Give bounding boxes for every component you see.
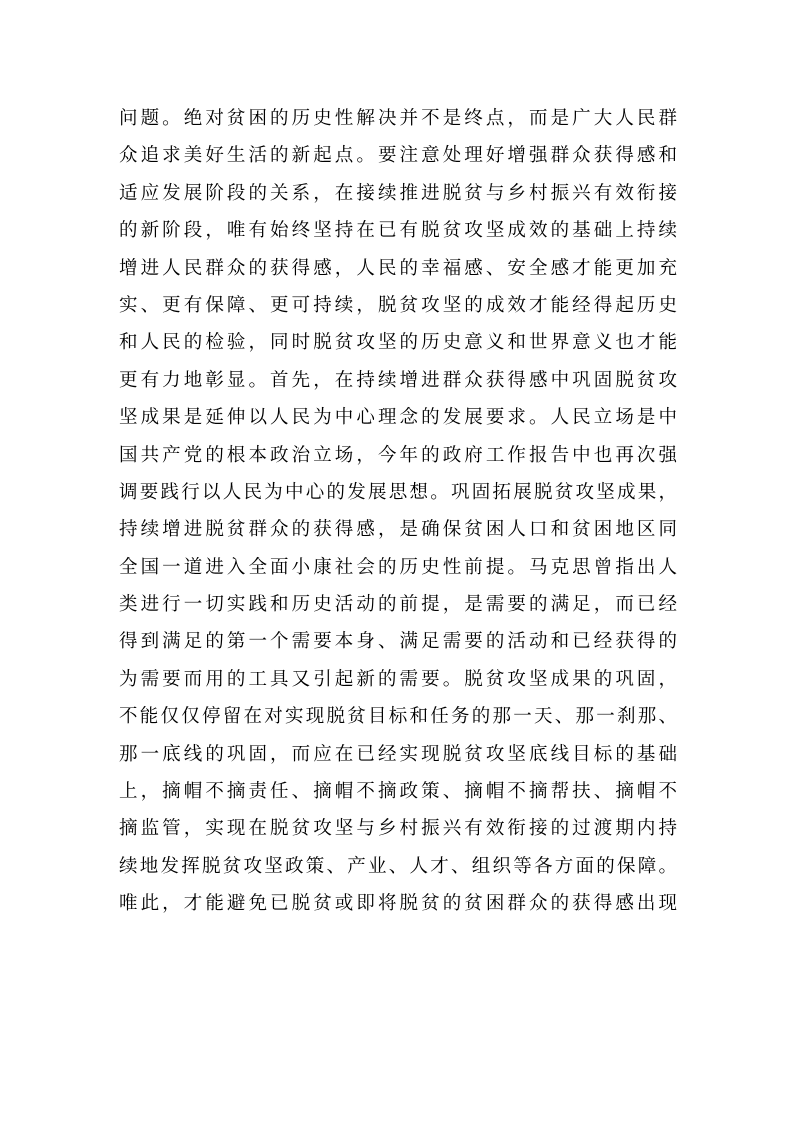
text-line: 增进人民群众的获得感，人民的幸福感、安全感才能更加充 <box>119 257 677 279</box>
text-line: 坚成果是延伸以人民为中心理念的发展要求。人民立场是中 <box>119 407 677 429</box>
text-line: 续地发挥脱贫攻坚政策、产业、人才、组织等各方面的保障。 <box>119 855 677 877</box>
text-line: 那一底线的巩固，而应在已经实现脱贫攻坚底线目标的基础 <box>119 743 677 765</box>
text-line: 众追求美好生活的新起点。要注意处理好增强群众获得感和 <box>119 145 677 167</box>
text-line: 国共产党的根本政治立场，今年的政府工作报告中也再次强 <box>119 444 677 466</box>
text-line: 调要践行以人民为中心的发展思想。巩固拓展脱贫攻坚成果， <box>119 481 677 503</box>
text-line: 的新阶段，唯有始终坚持在已有脱贫攻坚成效的基础上持续 <box>119 220 677 242</box>
text-line: 为需要而用的工具又引起新的需要。脱贫攻坚成果的巩固， <box>119 668 677 690</box>
text-line: 摘监管，实现在脱贫攻坚与乡村振兴有效衔接的过渡期内持 <box>119 818 677 840</box>
text-line: 适应发展阶段的关系，在接续推进脱贫与乡村振兴有效衔接 <box>119 182 677 204</box>
text-line: 和人民的检验，同时脱贫攻坚的历史意义和世界意义也才能 <box>119 332 677 354</box>
text-line: 问题。绝对贫困的历史性解决并不是终点，而是广大人民群 <box>119 108 677 129</box>
text-line: 全国一道进入全面小康社会的历史性前提。马克思曾指出人 <box>119 556 677 578</box>
text-line: 持续增进脱贫群众的获得感，是确保贫困人口和贫困地区同 <box>119 519 677 541</box>
text-line: 更有力地彰显。首先，在持续增进群众获得感中巩固脱贫攻 <box>119 369 677 391</box>
text-line: 不能仅仅停留在对实现脱贫目标和任务的那一天、那一刹那、 <box>119 706 677 728</box>
body-text <box>119 100 677 923</box>
text-line: 实、更有保障、更可持续，脱贫攻坚的成效才能经得起历史 <box>119 294 677 316</box>
text-line: 类进行一切实践和历史活动的前提，是需要的满足，而已经 <box>119 594 677 616</box>
text-line: 唯此，才能避免已脱贫或即将脱贫的贫困群众的获得感出现 <box>119 893 677 915</box>
text-line: 得到满足的第一个需要本身、满足需要的活动和已经获得的 <box>119 631 677 653</box>
text-line: 上，摘帽不摘责任、摘帽不摘政策、摘帽不摘帮扶、摘帽不 <box>119 781 677 803</box>
